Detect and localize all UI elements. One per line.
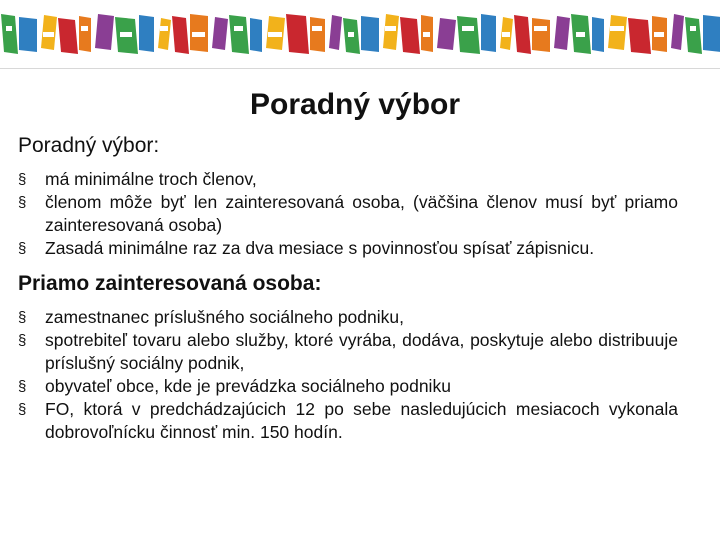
- list-item: [18, 237, 678, 260]
- list-item-text: Zasadá minimálne raz za dva mesiace s povinnosťou spísať zápisnicu.: [45, 238, 595, 258]
- list-item-text: zamestnanec príslušného sociálneho podniku,: [45, 307, 404, 327]
- square-bullet-icon: §: [18, 401, 27, 418]
- list-item: [18, 375, 678, 398]
- square-bullet-icon: §: [18, 194, 27, 211]
- section-heading-directly-interested-person: Priamo zainteresovaná osoba:: [18, 272, 322, 295]
- square-bullet-icon: §: [18, 378, 27, 395]
- square-bullet-icon: §: [18, 309, 27, 326]
- square-bullet-icon: §: [18, 240, 27, 257]
- advisory-board-list: [18, 168, 678, 260]
- list-item: [18, 398, 678, 444]
- list-item-text: členom môže byť len zainteresovaná osoba, (väčšina členov musí byť priamo zainteresovaná osoba): [45, 192, 678, 235]
- list-item-text: FO, ktorá v predchádzajúcich 12 po sebe nasledujúcich mesiacoch vykonala dobrovoľnícku činnosť min. 150 hodín.: [45, 399, 678, 442]
- list-item-text: spotrebiteľ tovaru alebo služby, ktoré vyrába, dodáva, poskytuje alebo distribuuje príslušný sociálny podnik,: [45, 330, 678, 373]
- decorative-banner: [0, 0, 720, 69]
- decorative-pattern-icon: [0, 0, 720, 68]
- list-item: [18, 306, 678, 329]
- slide-title: Poradný výbor: [250, 88, 461, 121]
- square-bullet-icon: §: [18, 332, 27, 349]
- list-item-text: obyvateľ obce, kde je prevádzka sociálneho podniku: [45, 376, 451, 396]
- directly-interested-person-list: [18, 306, 678, 444]
- list-item: [18, 329, 678, 375]
- list-item-text: má minimálne troch členov,: [45, 169, 257, 189]
- list-item: [18, 168, 678, 191]
- square-bullet-icon: §: [18, 171, 27, 188]
- list-item: [18, 191, 678, 237]
- section-heading-advisory-board: Poradný výbor:: [18, 134, 160, 157]
- slide-content: [18, 134, 678, 456]
